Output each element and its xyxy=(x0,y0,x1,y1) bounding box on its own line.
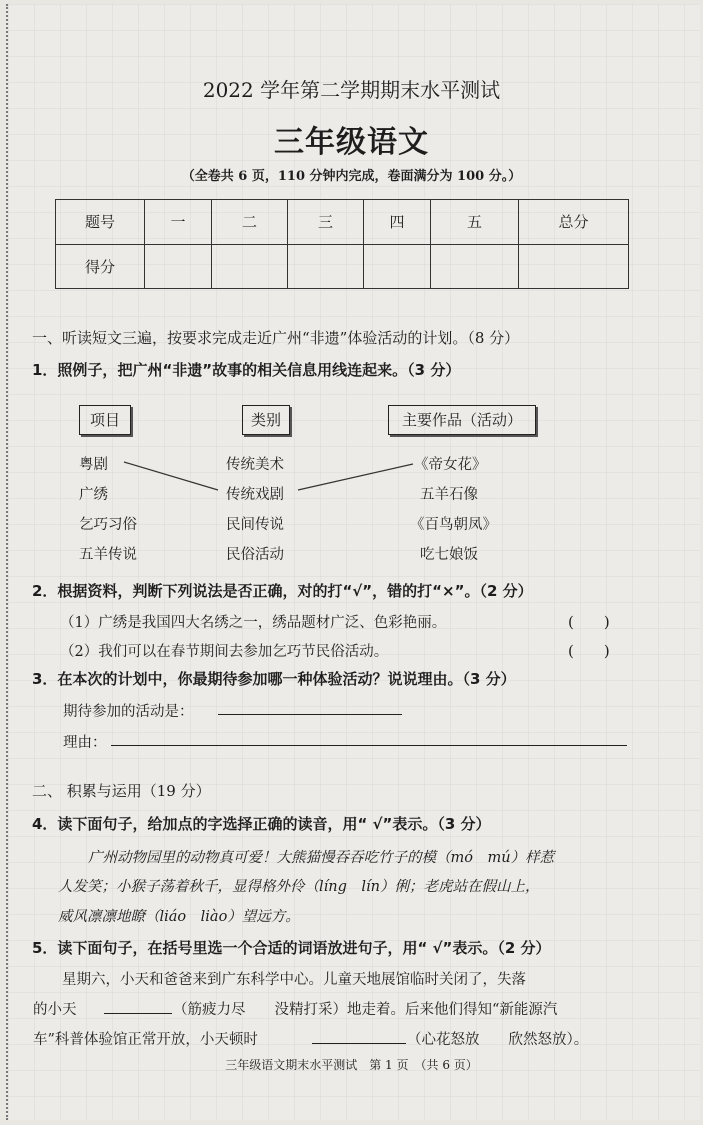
q5-line-3a: 车”科普体验馆正常开放，小天顿时 xyxy=(33,1032,258,1048)
q5-line-3b: （心花怒放 欣然怒放）。 xyxy=(407,1032,589,1048)
q4-line-3: 威风凛凛地瞭（liáo liào）望远方。 xyxy=(58,909,300,925)
work-qiniangfan[interactable]: 吃七娘饭 xyxy=(420,547,478,563)
item-qiqiao[interactable]: 乞巧习俗 xyxy=(79,517,137,533)
example-line-left xyxy=(124,462,218,490)
exam-info: （全卷共 6 页，110 分钟内完成，卷面满分为 100 分。） xyxy=(181,169,522,184)
q2-answer-1[interactable]: ( ) xyxy=(568,613,610,631)
q5-text: 5．读下面句子，在括号里选一个合适的词语放进句子，用“ √”表示。（2 分） xyxy=(32,939,551,957)
q5-blank-1[interactable] xyxy=(104,1013,172,1014)
exam-title: 2022 学年第二学期期末水平测试 xyxy=(202,78,501,102)
section2-title: 二、 积累与运用（19 分） xyxy=(32,782,211,800)
q3-label-reason: 理由： xyxy=(63,735,107,751)
example-line-right xyxy=(298,464,413,490)
q5-line-2a: 的小天 xyxy=(33,1002,77,1018)
page-footer: 三年级语文期末水平测试 第 1 页 （共 6 页） xyxy=(225,1058,478,1072)
q3-activity-line[interactable] xyxy=(218,714,402,715)
score-header-cell: 一 xyxy=(145,200,212,245)
section1-title: 一、听读短文三遍，按要求完成走近广州“非遗”体验活动的计划。（8 分） xyxy=(32,329,520,347)
score-header-cell: 四 xyxy=(364,200,431,245)
box-works: 主要作品（活动） xyxy=(388,405,536,435)
q4-line-1: 广州动物园里的动物真可爱！大熊猫慢吞吞吃竹子的模（mó mú）样惹 xyxy=(88,850,555,866)
q3-text: 3．在本次的计划中，你最期待参加哪一种体验活动？说说理由。（3 分） xyxy=(32,670,516,688)
score-row-label: 得分 xyxy=(56,244,145,289)
item-wuyang[interactable]: 五羊传说 xyxy=(79,547,137,563)
category-legend[interactable]: 民间传说 xyxy=(226,517,284,533)
q2-text: 2．根据资料，判断下列说法是否正确，对的打“√”，错的打“×”。（2 分） xyxy=(32,582,533,600)
score-header-cell: 二 xyxy=(212,200,288,245)
q3-label-activity: 期待参加的活动是： xyxy=(63,704,194,720)
item-yueju[interactable]: 粤剧 xyxy=(79,457,108,473)
work-wuyang-statue[interactable]: 五羊石像 xyxy=(420,487,478,503)
work-bainiao[interactable]: 《百鸟朝凤》 xyxy=(410,517,497,533)
category-art[interactable]: 传统美术 xyxy=(226,457,284,473)
category-opera[interactable]: 传统戏剧 xyxy=(226,487,284,503)
exam-subtitle: 三年级语文 xyxy=(274,125,429,160)
q5-line-2b: （筋疲力尽 没精打采）地走着。后来他们得知“新能源汽 xyxy=(173,1002,558,1018)
work-dinvhua[interactable]: 《帝女花》 xyxy=(414,457,487,473)
score-header-cell: 总分 xyxy=(519,200,629,245)
q5-blank-2[interactable] xyxy=(312,1043,406,1044)
score-header-cell: 题号 xyxy=(56,200,145,245)
q3-reason-line[interactable] xyxy=(111,745,627,746)
q2-statement-1: （1）广绣是我国四大名绣之一，绣品题材广泛、色彩艳丽。 xyxy=(60,615,447,631)
q1-text: 1．照例子，把广州“非遗”故事的相关信息用线连起来。（3 分） xyxy=(32,361,461,379)
score-header-cell: 三 xyxy=(288,200,364,245)
box-item: 项目 xyxy=(79,405,131,435)
q2-statement-2: （2）我们可以在春节期间去参加乞巧节民俗活动。 xyxy=(60,644,389,660)
item-guangxiu[interactable]: 广绣 xyxy=(79,487,108,503)
score-header-cell: 五 xyxy=(431,200,519,245)
q4-text: 4．读下面句子，给加点的字选择正确的读音，用“ √”表示。（3 分） xyxy=(32,815,491,833)
category-folk[interactable]: 民俗活动 xyxy=(226,547,284,563)
box-category: 类别 xyxy=(242,405,290,435)
q2-answer-2[interactable]: ( ) xyxy=(568,642,610,660)
q4-line-2: 人发笑；小猴子荡着秋千，显得格外伶（líng lín）俐；老虎站在假山上， xyxy=(58,879,540,895)
q5-line-1: 星期六，小天和爸爸来到广东科学中心。儿童天地展馆临时关闭了，失落 xyxy=(62,972,526,988)
